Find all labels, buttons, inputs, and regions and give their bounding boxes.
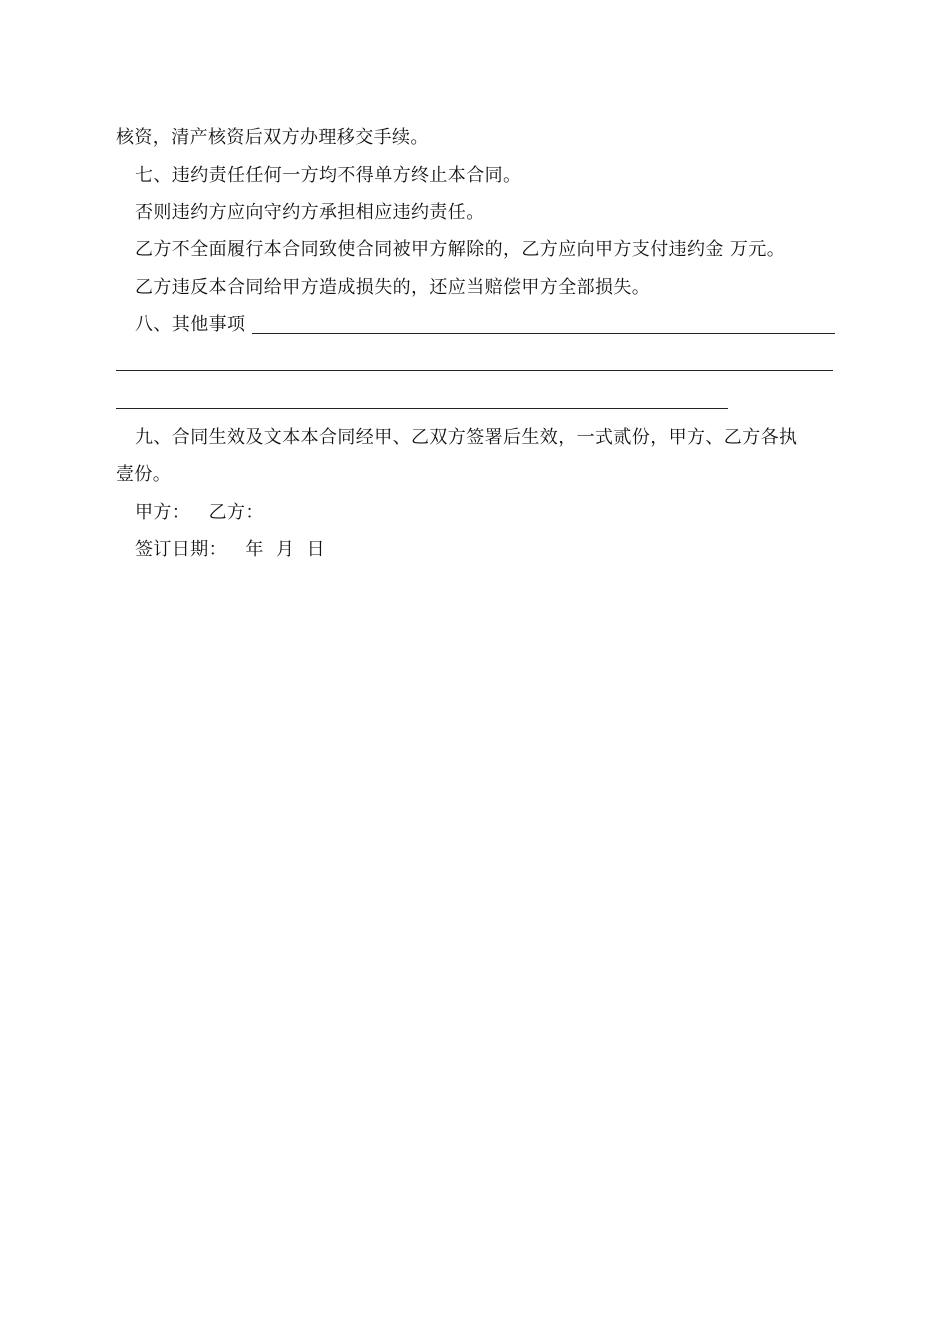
blank-line-1 — [252, 333, 835, 334]
clause-continuation-text: 核资，清产核资后双方办理移交手续。 — [116, 127, 429, 148]
clause-7-text-3: 乙方违反本合同给甲方造成损失的，还应当赔偿甲方全部损失。 — [135, 277, 651, 298]
clause-9-continuation: 壹份。 — [116, 464, 172, 485]
clause-7-text-2: 乙方不全面履行本合同致使合同被甲方解除的，乙方应向甲方支付违约金 万元。 — [135, 239, 786, 260]
blank-line-2 — [116, 370, 833, 371]
clause-8-heading: 八、其他事项 — [135, 314, 246, 335]
signing-date: 签订日期： 年 月 日 — [135, 539, 326, 560]
clause-9-heading: 九、合同生效及文本本合同经甲、乙双方签署后生效，一式贰份，甲方、乙方各执 — [135, 427, 798, 448]
clause-7-heading: 七、违约责任任何一方均不得单方终止本合同。 — [135, 165, 522, 186]
clause-7-text-1: 否则违约方应向守约方承担相应违约责任。 — [135, 202, 485, 223]
blank-line-3 — [116, 408, 728, 409]
signature-parties: 甲方： 乙方： — [135, 502, 264, 523]
